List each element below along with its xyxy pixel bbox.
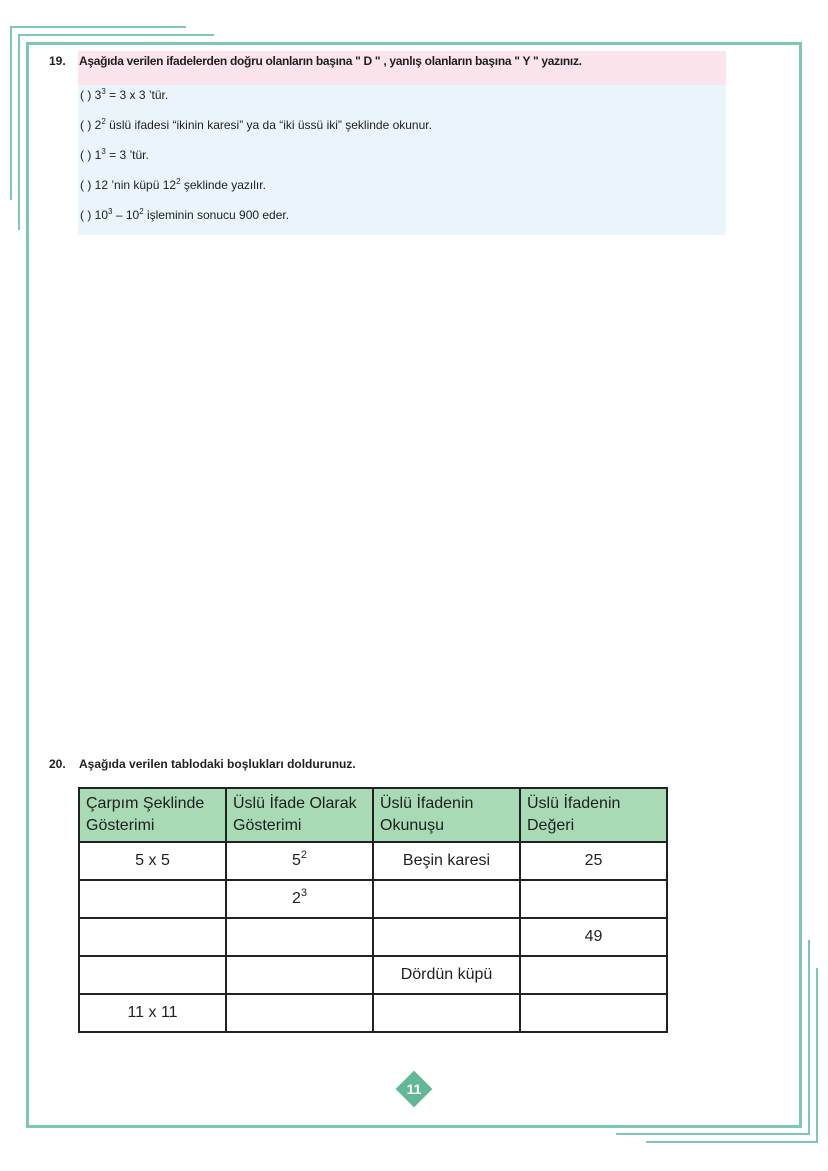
header-value: Üslü İfadenin Değeri — [520, 788, 667, 842]
exponent-table — [78, 787, 668, 1033]
cell-value[interactable] — [520, 880, 667, 918]
q19-statement-1: ( ) $3^3 = 3$ x 3 ’tür. — [80, 87, 169, 102]
cell-reading[interactable]: Dördün küpü — [373, 956, 520, 994]
answer-blank[interactable]: ( ) — [80, 88, 92, 102]
cell-value[interactable]: 49 — [520, 918, 667, 956]
cell-value[interactable] — [520, 994, 667, 1032]
cell-reading[interactable]: Beşin karesi — [373, 842, 520, 880]
cell-exponent[interactable] — [226, 994, 373, 1032]
cell-value[interactable] — [520, 956, 667, 994]
q19-number: 19. — [49, 54, 66, 68]
cell-reading[interactable] — [373, 880, 520, 918]
header-reading: Üslü İfadenin Okunuşu — [373, 788, 520, 842]
table-header-row — [79, 788, 667, 842]
cell-exponent[interactable]: $2^3$ — [226, 880, 373, 918]
cell-exponent[interactable] — [226, 956, 373, 994]
answer-blank[interactable]: ( ) — [80, 148, 92, 162]
cell-reading[interactable] — [373, 918, 520, 956]
answer-blank[interactable]: ( ) — [80, 208, 92, 222]
q19-statement-4: ( ) 12 ’nin küpü $12^2$ şeklinde yazılır. — [80, 177, 266, 192]
q19-statement-5: ( ) $10^3 - 10^2$ işleminin sonucu 900 eder. — [80, 207, 290, 222]
cell-product[interactable] — [79, 918, 226, 956]
q20-number: 20. — [49, 757, 66, 771]
cell-value[interactable]: 25 — [520, 842, 667, 880]
cell-product[interactable] — [79, 956, 226, 994]
table-row — [79, 956, 667, 994]
cell-product[interactable]: 5 x 5 — [79, 842, 226, 880]
q20-prompt: Aşağıda verilen tablodaki boşlukları doldurunuz. — [79, 757, 356, 771]
answer-blank[interactable]: ( ) — [80, 118, 92, 132]
q19-prompt: Aşağıda verilen ifadelerden doğru olanların başına " D " , yanlış olanların başına " Y " yazınız. — [79, 54, 582, 68]
answer-blank[interactable]: ( ) — [80, 178, 92, 192]
table-row — [79, 842, 667, 880]
cell-exponent[interactable] — [226, 918, 373, 956]
q19-statement-2: ( ) $2^2$ üslü ifadesi “ikinin karesi” ya da “iki üssü iki” şeklinde okunur. — [80, 117, 432, 132]
header-product-form: Çarpım Şeklinde Gösterimi — [79, 788, 226, 842]
page-number: 11 — [406, 1081, 422, 1097]
cell-reading[interactable] — [373, 994, 520, 1032]
table-row — [79, 880, 667, 918]
q19-statement-3: ( ) $1^3 = 3$ ’tür. — [80, 147, 149, 162]
header-exponent-form: Üslü İfade Olarak Gösterimi — [226, 788, 373, 842]
table-row — [79, 918, 667, 956]
cell-product[interactable]: 11 x 11 — [79, 994, 226, 1032]
cell-product[interactable] — [79, 880, 226, 918]
cell-exponent[interactable]: $5^2$ — [226, 842, 373, 880]
table-row — [79, 994, 667, 1032]
